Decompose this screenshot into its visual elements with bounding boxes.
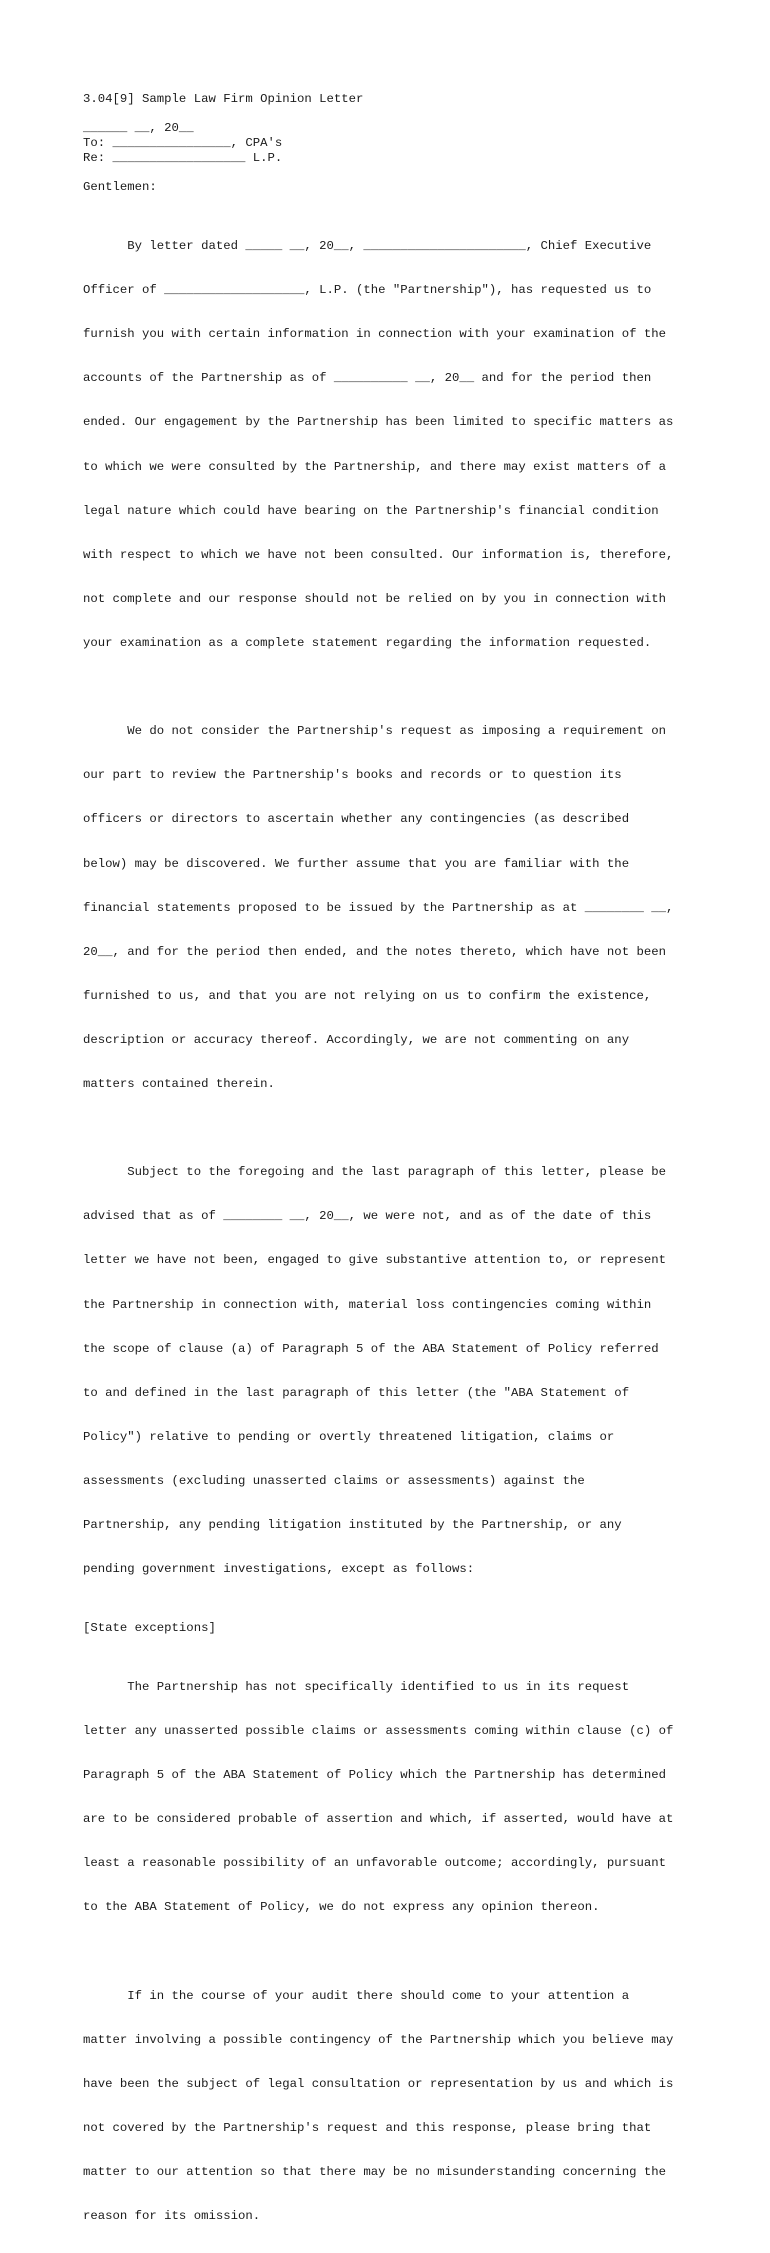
paragraph-line: financial statements proposed to be issued by the Partnership as at ________ __,: [83, 900, 674, 915]
spacer: [83, 166, 723, 181]
spacer: [83, 1636, 723, 1651]
spacer: [83, 680, 723, 695]
paragraph-line: Policy") relative to pending or overtly threatened litigation, claims or: [83, 1429, 615, 1444]
date-line: ______ __, 20__: [83, 121, 194, 136]
paragraph-line: matter to our attention so that there may be no misunderstanding concerning the: [83, 2165, 666, 2180]
paragraph-line: letter any unasserted possible claims or assessments coming within clause (c) of: [83, 1723, 674, 1738]
paragraph-line: officers or directors to ascertain whether any contingencies (as described: [83, 812, 630, 827]
re-line: Re: __________________ L.P.: [83, 150, 283, 165]
document-title: 3.04[9] Sample Law Firm Opinion Letter: [83, 92, 364, 106]
paragraph-line: reason for its omission.: [83, 2209, 261, 2224]
paragraph-line: to and defined in the last paragraph of this letter (the "ABA Statement of: [83, 1385, 630, 1400]
paragraph-line: not covered by the Partnership's request and this response, please bring that: [83, 2120, 652, 2135]
paragraph-line: matter involving a possible contingency of the Partnership which you believe may: [83, 2032, 674, 2047]
spacer: [83, 107, 723, 122]
paragraph-line: If in the course of your audit there should come to your attention a: [83, 1988, 630, 2003]
paragraph-line: least a reasonable possibility of an unfavorable outcome; accordingly, pursuant: [83, 1856, 666, 1871]
paragraph-4: [83, 1650, 723, 1944]
paragraph-line: are to be considered probable of assertion and which, if asserted, would have at: [83, 1812, 674, 1827]
paragraph-line: description or accuracy thereof. Accordingly, we are not commenting on any: [83, 1032, 630, 1047]
paragraph-line: not complete and our response should not be relied on by you in connection with: [83, 591, 666, 606]
spacer: [83, 1606, 723, 1621]
paragraph-line: below) may be discovered. We further assume that you are familiar with the: [83, 856, 630, 871]
paragraph-line: furnish you with certain information in connection with your examination of the: [83, 327, 666, 342]
spacer: [83, 195, 723, 210]
paragraph-line: advised that as of ________ __, 20__, we were not, and as of the date of this: [83, 1209, 652, 1224]
paragraph-line: the Partnership in connection with, material loss contingencies coming within: [83, 1297, 652, 1312]
paragraph-2: [83, 695, 723, 1121]
paragraph-line: Officer of ___________________, L.P. (the "Partnership"), has requested us to: [83, 283, 652, 298]
paragraph-line: furnished to us, and that you are not relying on us to confirm the existence,: [83, 988, 652, 1003]
to-line: To: ________________, CPA's: [83, 136, 283, 151]
spacer: [83, 1944, 723, 1959]
paragraph-line: have been the subject of legal consultation or representation by us and which is: [83, 2076, 674, 2091]
paragraph-line: assessments (excluding unasserted claims or assessments) against the: [83, 1474, 585, 1489]
paragraph-line: matters contained therein.: [83, 1077, 275, 1092]
paragraph-line: to which we were consulted by the Partnership, and there may exist matters of a: [83, 459, 666, 474]
spacer: [83, 1121, 723, 1136]
paragraph-1: [83, 210, 723, 681]
salutation: Gentlemen:: [83, 180, 157, 195]
paragraph-line: 20__, and for the period then ended, and the notes thereto, which have not been: [83, 944, 666, 959]
paragraph-line: By letter dated _____ __, 20__, ______________________, Chief Executive: [83, 238, 652, 253]
paragraph-line: our part to review the Partnership's books and records or to question its: [83, 768, 622, 783]
paragraph-line: legal nature which could have bearing on the Partnership's financial condition: [83, 503, 659, 518]
paragraph-line: your examination as a complete statement regarding the information requested.: [83, 635, 652, 650]
paragraph-line: We do not consider the Partnership's request as imposing a requirement on: [83, 724, 666, 739]
letter-page: [83, 92, 723, 2253]
paragraph-line: accounts of the Partnership as of __________ __, 20__ and for the period then: [83, 371, 652, 386]
paragraph-line: Paragraph 5 of the ABA Statement of Policy which the Partnership has determined: [83, 1768, 666, 1783]
paragraph-line: ended. Our engagement by the Partnership has been limited to specific matters as: [83, 415, 674, 430]
paragraph-5: [83, 1959, 723, 2253]
paragraph-line: Partnership, any pending litigation instituted by the Partnership, or any: [83, 1518, 622, 1533]
paragraph-line: Subject to the foregoing and the last paragraph of this letter, please be: [83, 1165, 666, 1180]
state-exceptions: [State exceptions]: [83, 1621, 216, 1636]
paragraph-line: pending government investigations, except as follows:: [83, 1562, 475, 1577]
paragraph-line: to the ABA Statement of Policy, we do not express any opinion thereon.: [83, 1900, 600, 1915]
paragraph-line: with respect to which we have not been consulted. Our information is, therefore,: [83, 547, 674, 562]
paragraph-line: letter we have not been, engaged to give substantive attention to, or represent: [83, 1253, 666, 1268]
paragraph-3: [83, 1136, 723, 1607]
paragraph-line: the scope of clause (a) of Paragraph 5 of the ABA Statement of Policy referred: [83, 1341, 659, 1356]
paragraph-line: The Partnership has not specifically identified to us in its request: [83, 1679, 630, 1694]
